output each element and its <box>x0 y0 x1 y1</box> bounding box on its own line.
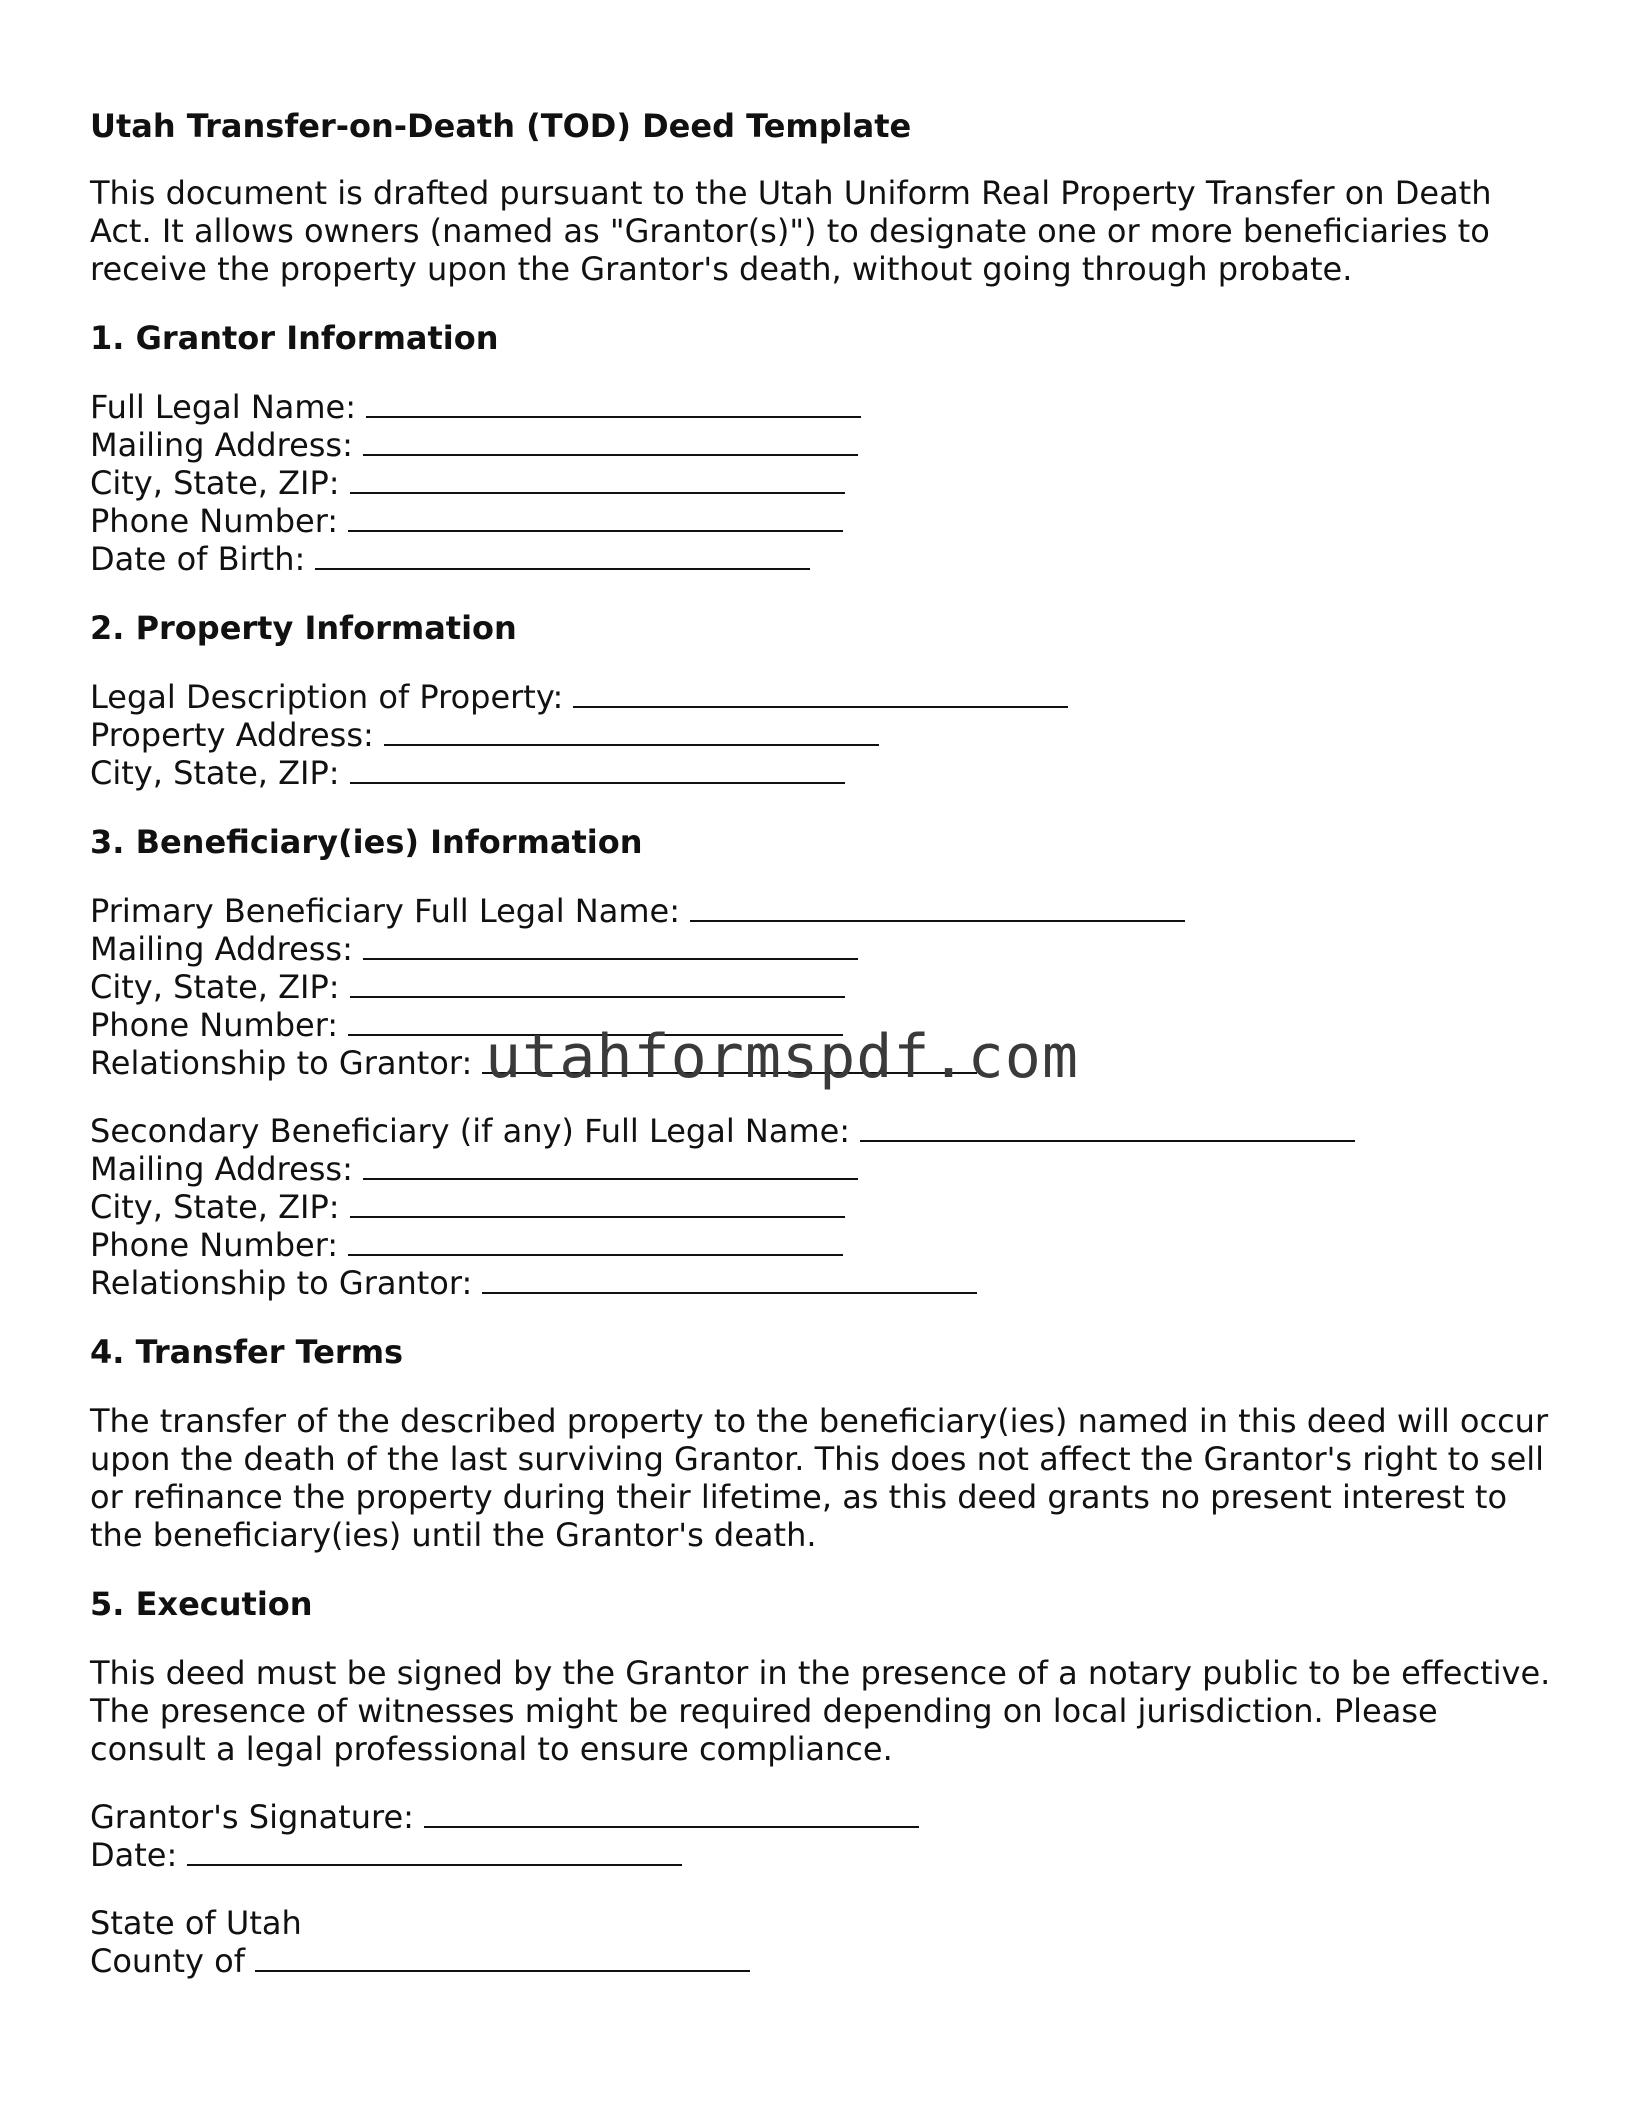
field-label: Grantor's Signature: <box>90 1798 414 1836</box>
grantor-dob-field <box>90 540 1560 578</box>
secondary-relationship-blank[interactable] <box>482 1264 977 1294</box>
primary-full-name-blank[interactable] <box>690 892 1185 922</box>
secondary-phone-field <box>90 1226 1560 1264</box>
county-field <box>90 1942 1560 1980</box>
field-label: Property Address: <box>90 716 374 754</box>
signature-date-blank[interactable] <box>187 1836 682 1866</box>
transfer-terms-paragraph: The transfer of the described property to the beneficiary(ies) named in this deed will occur upon the death of the last surviving Grantor. This does not affect the Grantor's right to sell or refinance the property during their lifetime, as this deed grants no present interest to the beneficiary(ies) until the Grantor's death. <box>90 1402 1549 1554</box>
grantor-signature-field <box>90 1798 1560 1836</box>
primary-city-state-zip-blank[interactable] <box>350 968 845 998</box>
primary-mailing-address-blank[interactable] <box>363 930 858 960</box>
grantor-full-name-field <box>90 388 1560 426</box>
field-label: City, State, ZIP: <box>90 464 340 502</box>
property-address-field <box>90 716 1560 754</box>
field-label: Relationship to Grantor: <box>90 1264 473 1302</box>
property-address-blank[interactable] <box>384 716 879 746</box>
field-label: Mailing Address: <box>90 1150 353 1188</box>
grantor-city-state-zip-blank[interactable] <box>350 464 845 494</box>
county-blank[interactable] <box>255 1942 750 1972</box>
secondary-city-state-zip-field <box>90 1188 1560 1226</box>
primary-mailing-address-field <box>90 930 1560 968</box>
field-label: Secondary Beneficiary (if any) Full Legal Name: <box>90 1112 851 1150</box>
property-city-state-zip-field <box>90 754 1560 792</box>
field-label: Legal Description of Property: <box>90 678 564 716</box>
notary-fields <box>90 1904 1560 1980</box>
grantor-city-state-zip-field <box>90 464 1560 502</box>
secondary-mailing-address-field <box>90 1150 1560 1188</box>
section-heading-execution: 5. Execution <box>90 1585 313 1623</box>
execution-paragraph: This deed must be signed by the Grantor in the presence of a notary public to be effective. The presence of witnesses might be required depending on local jurisdiction. Please consult a legal professional to ensure compliance. <box>90 1654 1551 1768</box>
secondary-beneficiary-fields <box>90 1112 1560 1302</box>
field-label: City, State, ZIP: <box>90 1188 340 1226</box>
section-heading-property: 2. Property Information <box>90 609 517 647</box>
grantor-dob-blank[interactable] <box>315 540 810 570</box>
field-label: City, State, ZIP: <box>90 754 340 792</box>
intro-paragraph: This document is drafted pursuant to the Utah Uniform Real Property Transfer on Death Act. It allows owners (named as "Grantor(s)") to designate one or more beneficiaries to receive the property upon the Grantor's death, without going through probate. <box>90 174 1492 288</box>
field-label: Full Legal Name: <box>90 388 357 426</box>
secondary-city-state-zip-blank[interactable] <box>350 1188 845 1218</box>
grantor-mailing-address-blank[interactable] <box>363 426 858 456</box>
grantor-phone-field <box>90 502 1560 540</box>
secondary-mailing-address-blank[interactable] <box>363 1150 858 1180</box>
field-label: Primary Beneficiary Full Legal Name: <box>90 892 680 930</box>
section-heading-terms: 4. Transfer Terms <box>90 1333 404 1371</box>
section-heading-grantor: 1. Grantor Information <box>90 319 499 357</box>
signature-fields <box>90 1798 1560 1874</box>
watermark: utahformspdf.com <box>485 1022 1079 1092</box>
property-legal-description-blank[interactable] <box>573 678 1068 708</box>
grantor-signature-blank[interactable] <box>424 1798 919 1828</box>
field-label: Mailing Address: <box>90 426 353 464</box>
secondary-phone-blank[interactable] <box>348 1226 843 1256</box>
grantor-full-name-blank[interactable] <box>366 388 861 418</box>
field-label: City, State, ZIP: <box>90 968 340 1006</box>
secondary-full-name-field <box>90 1112 1560 1150</box>
state-label: State of Utah <box>90 1904 302 1942</box>
signature-date-field <box>90 1836 1560 1874</box>
field-label: Phone Number: <box>90 502 339 540</box>
field-label: Phone Number: <box>90 1006 339 1044</box>
field-label: Date of Birth: <box>90 540 306 578</box>
secondary-relationship-field <box>90 1264 1560 1302</box>
field-label: Mailing Address: <box>90 930 353 968</box>
field-label: Relationship to Grantor: <box>90 1044 473 1082</box>
property-fields <box>90 678 1560 792</box>
grantor-phone-blank[interactable] <box>348 502 843 532</box>
primary-city-state-zip-field <box>90 968 1560 1006</box>
field-label: Phone Number: <box>90 1226 339 1264</box>
field-label: County of <box>90 1942 245 1980</box>
grantor-fields <box>90 388 1560 578</box>
primary-full-name-field <box>90 892 1560 930</box>
field-label: Date: <box>90 1836 178 1874</box>
grantor-mailing-address-field <box>90 426 1560 464</box>
document-title: Utah Transfer-on-Death (TOD) Deed Template <box>90 107 912 145</box>
property-city-state-zip-blank[interactable] <box>350 754 845 784</box>
secondary-full-name-blank[interactable] <box>860 1112 1355 1142</box>
property-legal-description-field <box>90 678 1560 716</box>
section-heading-beneficiaries: 3. Beneficiary(ies) Information <box>90 823 643 861</box>
